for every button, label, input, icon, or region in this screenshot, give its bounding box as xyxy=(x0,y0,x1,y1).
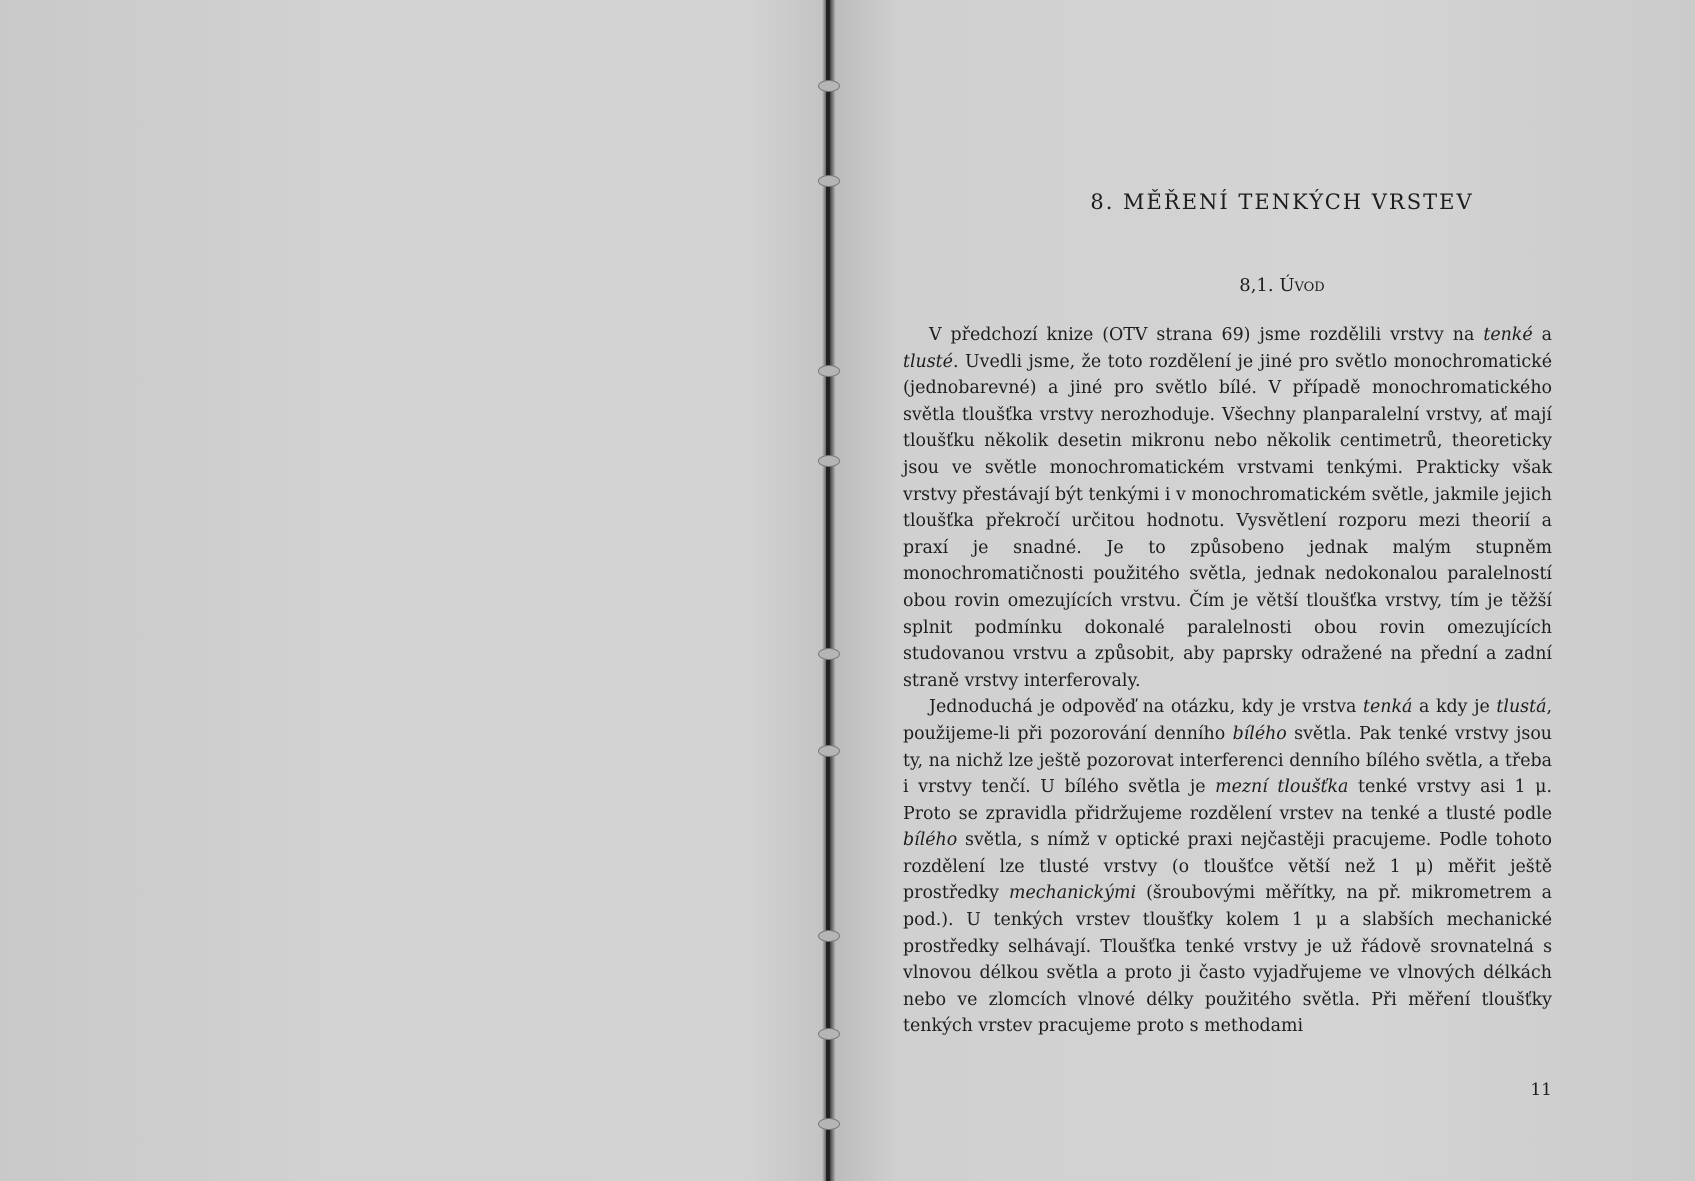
emphasized-term: tenké xyxy=(1483,325,1533,345)
chapter-title: 8. MĚŘENÍ TENKÝCH VRSTEV xyxy=(1090,190,1474,214)
emphasized-term: bílého xyxy=(903,830,958,851)
page-number: 11 xyxy=(1530,1080,1552,1100)
emphasized-term: mechanickými xyxy=(1009,883,1137,904)
emphasized-term: mezní tloušťka xyxy=(1215,777,1349,798)
body-text xyxy=(903,322,1552,1040)
emphasized-term: tlusté xyxy=(903,351,953,372)
section-title: 8,1. Úvod xyxy=(1239,275,1325,296)
paragraph: Jednoduchá je odpověď na otázku, kdy je vrstva tenká a kdy je tlustá, použijeme-li při pozorování denního bílého světla. Pak tenké vrstvy jsou ty, na nichž lze ještě pozorovat interferenci denního bílého světla, a třeba i vrstvy tenčí. U bílého světla je mezní tloušťka tenké vrstvy asi 1 μ. Proto se zpravidla přidržujeme rozdělení vrstev na tenké a tlusté podle bílého světla, s nímž v optické praxi nejčastěji pracujeme. Podle tohoto rozdělení lze tlusté vrstvy (o tloušťce větší než 1 μ) měřit ještě prostředky mechanickými (šroubovými měřítky, na př. mikrometrem a pod.). U tenkých vrstev tloušťky kolem 1 μ a slabších mechanické prostředky selhávají. Tloušťka tenké vrstvy je už řádově srovnatelná s vlnovou délkou světla a proto ji často vyjadřujeme ve vlnových délkách nebo ve zlomcích vlnové délky použitého světla. Při měření tloušťky tenkých vrstev pracujeme proto s methodami xyxy=(903,697,1553,1037)
paragraph: V předchozí knize (OTV strana 69) jsme rozdělili vrstvy na tenké a tlusté. Uvedli jsme, že toto rozdělení je jiné pro světlo monochromatické (jednobarevné) a jiné pro světlo bílé. V případě monochromatického světla tloušťka vrstvy nerozhoduje. Všechny planparalelní vrstvy, ať mají tloušťku několik desetin mikronu nebo několik centimetrů, theoreticky jsou ve světle monochromatickém vrstvami tenkými. Prakticky však vrstvy přestávají být tenkými i v monochromatickém světle, jakmile jejich tloušťka překročí určitou hodnotu. Vysvětlení rozporu mezi theorií a praxí je snadné. Je to způsobeno jednak malým stupněm monochromatičnosti použitého světla, jednak nedokonalou paralelností obou rovin omezujících vrstvu. Čím je větší tloušťka vrstvy, tím je těžší splnit podmínku dokonalé paralelnosti obou rovin omezujících studovanou vrstvu a způsobit, aby paprsky odražené na přední a zadní straně vrstvy interferovaly. xyxy=(903,325,1552,691)
emphasized-term: tlustá xyxy=(1496,697,1547,718)
left-page-blank xyxy=(0,0,825,1181)
emphasized-term: bílého xyxy=(1232,723,1287,744)
emphasized-term: tenká xyxy=(1363,697,1413,718)
right-page xyxy=(832,0,1695,1181)
